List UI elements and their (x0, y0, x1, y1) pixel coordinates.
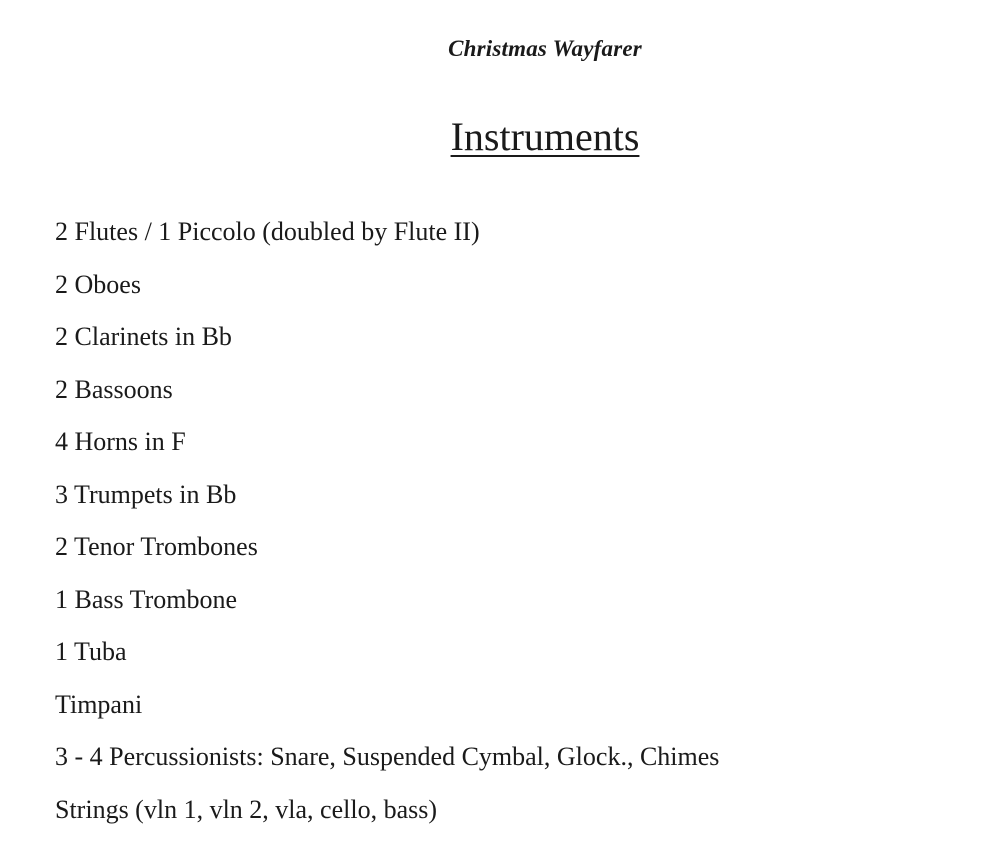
instrument-item: Strings (vln 1, vln 2, vla, cello, bass) (55, 794, 438, 824)
instrument-item: 2 Flutes / 1 Piccolo (doubled by Flute II) (55, 217, 480, 246)
instrument-item: 2 Tenor Trombones (55, 532, 258, 561)
instrument-item: 2 Clarinets in Bb (55, 322, 232, 351)
instrument-item: 1 Tuba (55, 637, 127, 666)
instrument-item: 2 Bassoons (55, 374, 173, 404)
instrument-item: 3 - 4 Percussionists: Snare, Suspended Cymbal, Glock., Chimes (55, 742, 720, 771)
instrument-item: 4 Horns in F (55, 427, 186, 456)
instrument-list (55, 214, 719, 844)
instrument-item: 1 Bass Trombone (55, 584, 238, 614)
page-title: Instruments (450, 114, 640, 159)
instrument-item: Timpani (55, 689, 143, 719)
running-header: Christmas Wayfarer (448, 36, 642, 61)
instrument-item: 2 Oboes (55, 269, 141, 299)
instrument-item: 3 Trumpets in Bb (55, 479, 237, 509)
